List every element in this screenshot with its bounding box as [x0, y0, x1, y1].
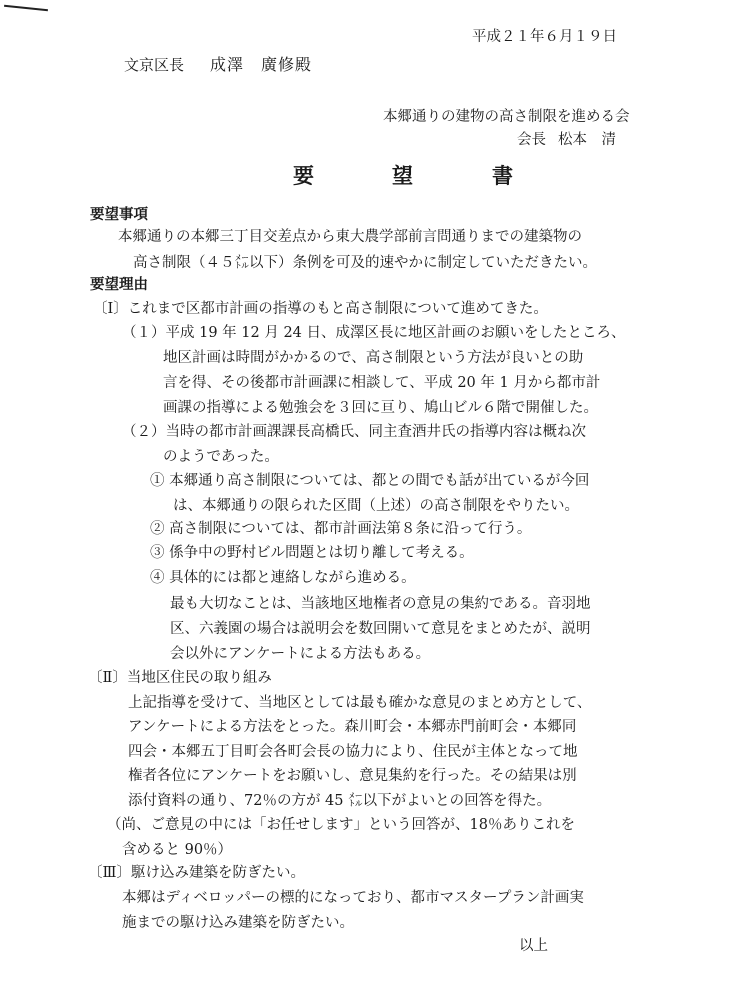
section1-item1-line: 画課の指導による勉強会を３回に亘り、鳩山ビル６階で開催した。	[163, 400, 598, 416]
section1-point: ① 本郷通り高さ制限については、都との間でも話が出ているが今回	[150, 473, 590, 489]
request-line: 高さ制限（４５㍍以下）条例を可及的速やかに制定していただきたい。	[133, 255, 597, 271]
request-heading: 要望事項	[90, 206, 148, 223]
section1-point: ② 高さ制限については、都市計画法第８条に沿って行う。	[150, 521, 532, 537]
section2-line: 権者各位にアンケートをお願いし、意見集約を行った。その結果は別	[128, 768, 577, 784]
section3-line: 施までの駆け込み建築を防ぎたい。	[122, 915, 354, 931]
section1-point: ④ 具体的には都と連絡しながら進める。	[150, 570, 416, 586]
section1-heading: 〔Ⅰ〕これまで区都市計画の指導のもと高さ制限について進めてきた。	[93, 301, 548, 317]
section2-line: 四会・本郷五丁目町会各町会長の協力により、住民が主体となって地	[128, 744, 578, 760]
reason-heading: 要望理由	[90, 276, 148, 293]
section1-item1-line: 地区計画は時間がかかるので、高さ制限という方法が良いとの助	[163, 350, 584, 366]
addressee-title: 文京区長	[124, 56, 185, 74]
doc-title-char: 望	[392, 163, 413, 188]
section1-conclusion-line: 区、六義園の場合は説明会を数回開いて意見をまとめたが、説明	[170, 621, 591, 637]
request-line: 本郷通りの本郷三丁目交差点から東大農学部前言問通りまでの建築物の	[118, 229, 582, 245]
section2-heading: 〔Ⅱ〕当地区住民の取り組み	[88, 670, 272, 686]
addressee-name: 成澤 廣修殿	[210, 55, 313, 74]
doc-title-char: 書	[492, 163, 513, 188]
doc-title-char: 要	[293, 163, 314, 188]
section1-item1-line: （１）平成 19 年 12 月 24 日、成澤区長に地区計画のお願いをしたところ、	[122, 325, 626, 341]
closing: 以上	[519, 938, 548, 954]
sender-name: 松本 清	[558, 132, 616, 148]
section1-conclusion-line: 会以外にアンケートによる方法もある。	[170, 646, 431, 662]
section2-line: 上記指導を受けて、当地区としては最も確かな意見のまとめ方として、	[128, 695, 592, 711]
addressee	[124, 56, 312, 74]
section2-note-line: （尚、ご意見の中には「お任せします」という回答が、18％ありこれを	[107, 817, 575, 833]
sender-chair	[517, 131, 616, 149]
scan-mark	[4, 5, 48, 12]
document-date: 平成２１年６月１９日	[472, 29, 617, 45]
section2-note-line: 含めると 90％）	[122, 842, 233, 858]
sender-role: 会長	[517, 132, 546, 148]
section1-item2-line: のようであった。	[163, 449, 279, 465]
section1-point: は、本郷通りの限られた区間（上述）の高さ制限をやりたい。	[173, 498, 579, 514]
section1-item2-line: （２）当時の都市計画課課長高橋氏、同主査酒井氏の指導内容は概ね次	[122, 424, 586, 440]
section2-line: アンケートによる方法をとった。森川町会・本郷赤門前町会・本郷同	[128, 719, 577, 735]
section3-line: 本郷はディベロッパーの標的になっており、都市マスタープラン計画実	[122, 890, 584, 906]
section1-conclusion-line: 最も大切なことは、当該地区地権者の意見の集約である。音羽地	[170, 596, 591, 612]
section1-point: ③ 係争中の野村ビル問題とは切り離して考える。	[150, 545, 474, 561]
sender-organization: 本郷通りの建物の高さ制限を進める会	[383, 109, 630, 125]
section1-item1-line: 言を得、その後都市計画課に相談して、平成 20 年 1 月から都市計	[163, 375, 601, 391]
section2-line: 添付資料の通り、72％の方が 45 ㍍以下がよいとの回答を得た。	[128, 793, 552, 809]
section3-heading: 〔Ⅲ〕駆け込み建築を防ぎたい。	[88, 865, 305, 881]
